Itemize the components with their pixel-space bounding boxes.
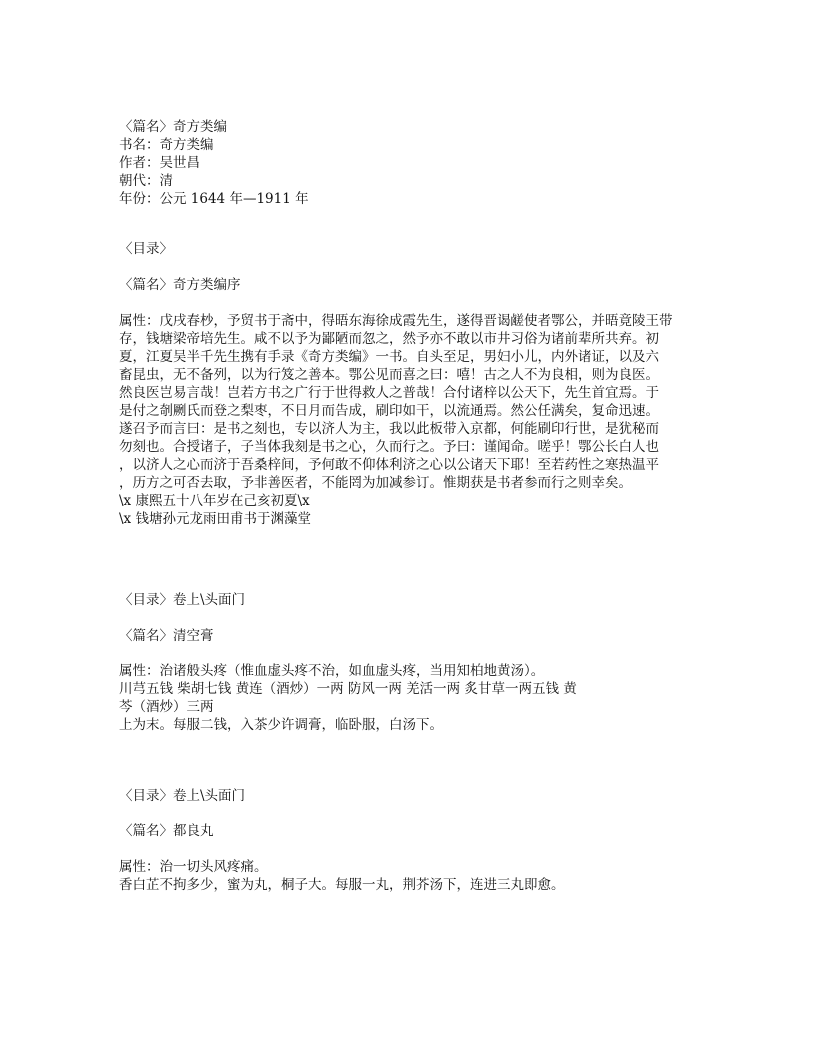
book-name: 书名：奇方类编 [119, 137, 214, 153]
years: 年份：公元 1644 年—1911 年 [119, 191, 309, 207]
preface-line: ，历方之可否去取，予非善医者，不能罔为加减参订。惟期获是书者参而行之则幸矣。 [119, 475, 632, 491]
preface-line: ，以济人之心而济于吾桑梓间，予何敢不仰体利济之心以公诸天下耶！至若药性之寒热温平 [119, 457, 659, 473]
preface-line: 然良医岂易言哉！岂若方书之广行于世得救人之普哉！合付诸梓以公天下，先生首宜焉。于 [119, 385, 659, 401]
preface-line: 属性：戊戌春杪，予贸书于斋中，得晤东海徐成霞先生，遂得晋谒鹾使者鄂公，并晤竟陵王带 [119, 313, 673, 329]
preface-line: 存，钱塘梁帝培先生。咸不以予为鄙陋而忽之，然予亦不敢以市井习俗为诸前辈所共弃。初 [119, 331, 659, 347]
title-line: 〈篇名〉奇方类编 [119, 119, 227, 135]
preface-line: 勿刻也。合授诸子，子当体我刻是书之心，久而行之。予曰：谨闻命。嗟乎！鄂公长白人也 [119, 439, 659, 455]
preface-title: 〈篇名〉奇方类编序 [119, 277, 241, 293]
section2-line: 川芎五钱 柴胡七钱 黄连（酒炒）一两 防风一两 羌活一两 炙甘草一两五钱 黄 [119, 681, 577, 697]
preface-line: \x 钱塘孙元龙雨田甫书于渊藻堂 [119, 511, 311, 527]
section2-line: 芩（酒炒）三两 [119, 699, 214, 715]
preface-line: 遂召予而言曰：是书之刻也，专以济人为主，我以此板带入京都，何能刷印行世，是犹秘而 [119, 421, 659, 437]
section2-line: 属性：治诸般头疼（惟血虚头疼不治，如血虚头疼，当用知柏地黄汤）。 [119, 663, 545, 679]
section2-toc: 〈目录〉卷上\头面门 [119, 592, 246, 608]
section2-title: 〈篇名〉清空膏 [119, 628, 214, 644]
section3-title: 〈篇名〉都良丸 [119, 823, 214, 839]
section2-line: 上为末。每服二钱，入茶少许调膏，临卧服，白汤下。 [119, 717, 443, 733]
preface-line: 畜昆虫，无不备列，以为行笈之善本。鄂公见而喜之曰：嘻！古之人不为良相，则为良医。 [119, 367, 659, 383]
dynasty: 朝代：清 [119, 173, 173, 189]
section3-line: 属性：治一切头风疼痛。 [119, 859, 268, 875]
section3-line: 香白芷不拘多少，蜜为丸，桐子大。每服一丸，荆芥汤下，连进三丸即愈。 [119, 877, 565, 893]
toc-heading: 〈目录〉 [119, 241, 173, 257]
preface-line: 夏，江夏吴半千先生携有手录《奇方类编》一书。自头至足，男妇小儿，内外诸证，以及六 [119, 349, 659, 365]
preface-line: \x 康熙五十八年岁在己亥初夏\x [119, 493, 310, 509]
section3-toc: 〈目录〉卷上\头面门 [119, 788, 246, 804]
preface-line: 是付之剞劂氏而登之梨枣，不日月而告成，刷印如干，以流通焉。然公任满矣，复命迅速。 [119, 403, 659, 419]
author: 作者：吴世昌 [119, 155, 200, 171]
